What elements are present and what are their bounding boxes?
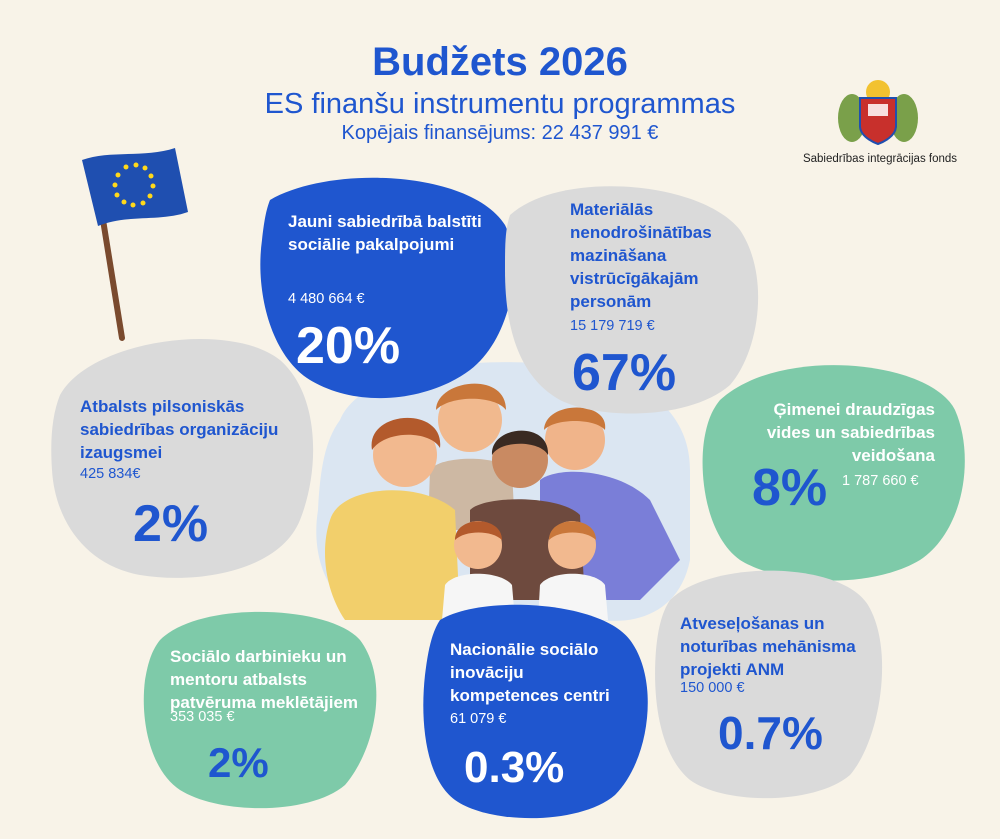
logo-text: Sabiedrības integrācijas fonds: [802, 153, 958, 165]
slice-percent: 2%: [208, 739, 269, 786]
slice-label: Nacionālie sociālo inovāciju kompetences centri: [450, 640, 610, 705]
page-title: Budžets 2026: [372, 40, 628, 84]
slice-label: Materiālās nenodrošinātības mazināšana vistrūcīgākajām personām: [570, 200, 712, 311]
total-funding: Kopējais finansējums: 22 437 991 €: [341, 122, 659, 144]
slice-amount: 425 834€: [80, 466, 141, 482]
slice-percent: 20%: [296, 317, 401, 375]
slice-amount: 150 000 €: [680, 680, 745, 696]
slice-label: Atveseļošanas un noturības mehānisma projekti ANM: [680, 614, 856, 679]
slice-percent: 8%: [752, 459, 828, 517]
slice-amount: 1 787 660 €: [842, 473, 919, 489]
slice-label: Jauni sabiedrībā balstīti sociālie pakalpojumi: [288, 212, 482, 254]
slice-amount: 15 179 719 €: [570, 318, 655, 334]
slice-percent: 0.3%: [464, 743, 565, 792]
slice-label: Ģimenei draudzīgas vides un sabiedrības veidošana: [766, 400, 935, 465]
slice-amount: 4 480 664 €: [288, 291, 365, 307]
slice-percent: 67%: [572, 344, 677, 402]
page-subtitle: ES finanšu instrumentu programmas: [264, 88, 736, 120]
slice-label: Atbalsts pilsoniskās sabiedrības organizāciju izaugsmei: [80, 397, 279, 462]
eu-flag-icon: [82, 148, 188, 338]
slice-amount: 61 079 €: [450, 711, 507, 727]
slice-percent: 0.7%: [718, 707, 823, 759]
slice-percent: 2%: [133, 495, 209, 553]
slice-amount: 353 035 €: [170, 709, 235, 725]
slice-label: Sociālo darbinieku un mentoru atbalsts patvēruma meklētājiem: [170, 647, 359, 712]
